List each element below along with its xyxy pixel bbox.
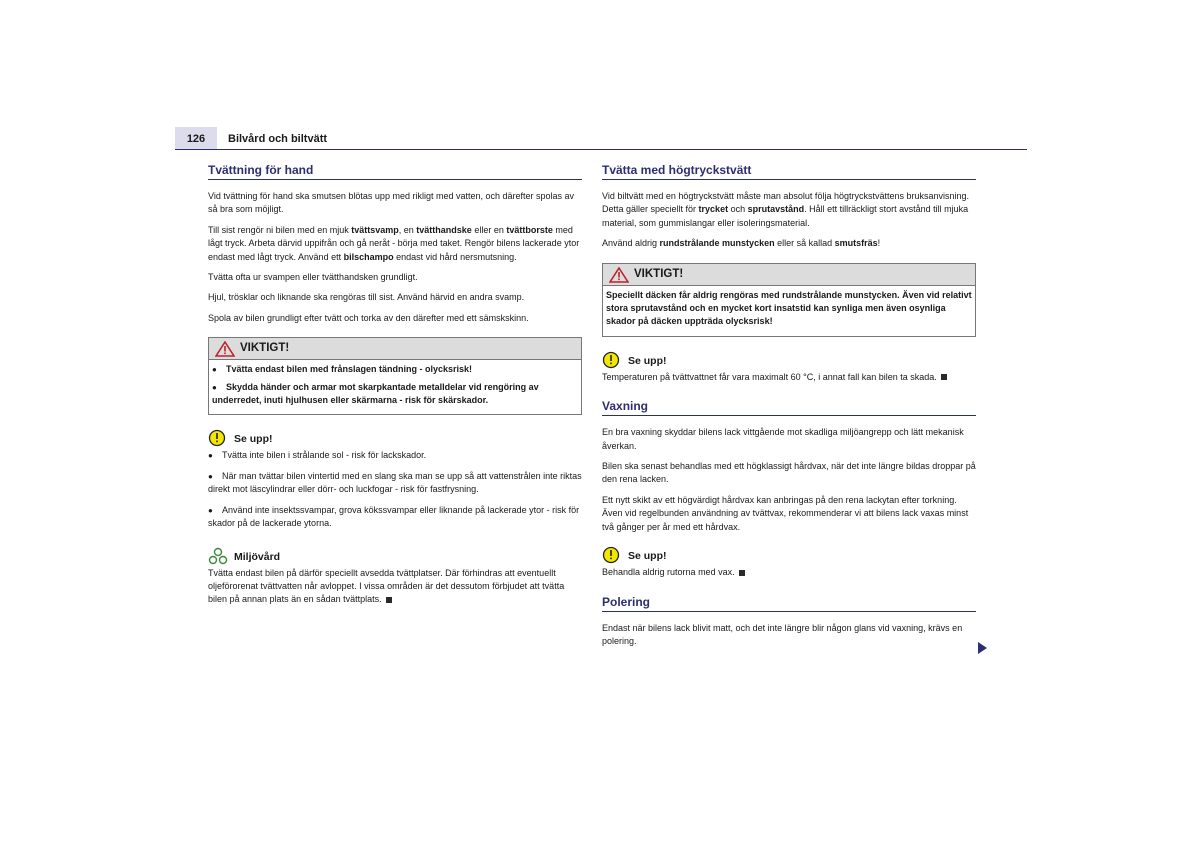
- caution-title: Se upp!: [628, 354, 667, 367]
- section-title-hand-wash: Tvättning för hand: [208, 160, 582, 180]
- paragraph: Vid tvättning för hand ska smutsen blötas upp med rikligt med vatten, och därefter spolas av så bra som möjligt.: [208, 191, 575, 215]
- caution-title: Se upp!: [234, 433, 273, 446]
- caution-text: Behandla aldrig rutorna med vax.: [602, 566, 976, 579]
- caution-heading: [602, 351, 976, 369]
- caution-item: ● Använd inte insektssvampar, grova kökssvampar eller liknande på lackerade ytor - risk för skador på de lackerade ytorna.: [208, 504, 580, 529]
- exclamation-circle-icon: [602, 351, 620, 369]
- warning-box: [602, 263, 976, 337]
- paragraph: Bilen ska senast behandlas med ett högklassigt hårdvax, när det inte längre bildas droppar på den rena lacken.: [602, 461, 976, 485]
- warning-text: Speciellt däcken får aldrig rengöras med rundstrålande munstycken. Även vid relativt stora sprutavstånd och en mycket kort insatstid kan synliga men även osynliga skador på däcken uppträda olycksrisk!: [606, 289, 972, 327]
- paragraph: En bra vaxning skyddar bilens lack vittgående mot skadliga miljöangrepp och lätt mekanisk åverkan.: [602, 427, 964, 451]
- section-title-polishing: Polering: [602, 592, 976, 612]
- warning-triangle-icon: [215, 341, 235, 357]
- paragraph: Spola av bilen grundligt efter tvätt och torka av den därefter med ett sämskskinn.: [208, 312, 529, 323]
- warning-header: [209, 338, 581, 360]
- page-number: 126: [175, 127, 217, 149]
- recycle-icon: [208, 547, 228, 565]
- warning-title: VIKTIGT!: [240, 342, 290, 355]
- paragraph: Till sist rengör ni bilen med en mjuk tvättsvamp, en tvätthandske eller en tvättborste med lågt tryck. Arbeta därvid uppifrån och gå neråt - börja med taket. Rengör bilens lackerade ytor endast med lågt tryck. Använd ett bilschampo endast vid hård nersmutsning.: [208, 224, 580, 262]
- warning-header: [603, 264, 975, 286]
- continue-arrow-icon: [978, 642, 987, 654]
- caution-item: ● När man tvättar bilen vintertid med en slang ska man se upp så att vattenstrålen inte riktas direkt mot läscylindrar eller dörr- och luckfogar - risk för fastfrysning.: [208, 470, 582, 495]
- paragraph: Hjul, trösklar och liknande ska rengöras till sist. Använd härvid en andra svamp.: [208, 292, 525, 303]
- paragraph: Tvätta ofta ur svampen eller tvätthandsken grundligt.: [208, 272, 418, 283]
- warning-item: ● Tvätta endast bilen med frånslagen tändning - olycksrisk!: [212, 364, 473, 375]
- exclamation-circle-icon: [602, 546, 620, 564]
- caution-item: ● Tvätta inte bilen i strålande sol - risk för lackskador.: [208, 450, 427, 461]
- page-header: [175, 127, 1027, 150]
- section-title-waxing: Vaxning: [602, 396, 976, 416]
- warning-title: VIKTIGT!: [634, 267, 684, 280]
- caution-heading: [208, 429, 582, 447]
- paragraph: Använd aldrig rundstrålande munstycken eller så kallad smutsfräs!: [602, 238, 881, 249]
- environment-heading: [208, 547, 582, 565]
- warning-item: ● Skydda händer och armar mot skarpkantade metalldelar vid rengöring av underredet, inuti hjulhusen eller skärmarna - risk för skärskador.: [212, 381, 539, 406]
- caution-title: Se upp!: [628, 550, 667, 563]
- caution-heading: [602, 546, 976, 564]
- warning-box: [208, 337, 582, 415]
- environment-title: Miljövård: [234, 550, 281, 563]
- chapter-title: Bilvård och biltvätt: [228, 133, 328, 145]
- exclamation-circle-icon: [208, 429, 226, 447]
- section-title-pressure-wash: Tvätta med högtryckstvätt: [602, 160, 976, 180]
- end-mark: [386, 597, 392, 603]
- paragraph: Ett nytt skikt av ett högvärdigt hårdvax kan anbringas på den rena lackytan efter torkning. Även vid regelbunden användning av tvättvax, rekommenderar vi att bilens lack vaxas minst två gånger per år med ett hårdvax.: [602, 494, 969, 532]
- end-mark: [739, 570, 745, 576]
- right-column: [602, 160, 976, 655]
- end-mark: [941, 374, 947, 380]
- paragraph: Vid biltvätt med en högtryckstvätt måste man absolut följa högtryckstvättens bruksanvisning. Detta gäller speciellt för trycket och sprutavstånd. Håll ett tillräckligt stort avstånd till mjuka material, som gummislangar eller isoleringsmaterial.: [602, 191, 970, 228]
- caution-text: Temperaturen på tvättvattnet får vara maximalt 60 °C, i annat fall kan bilen ta skada.: [602, 371, 976, 384]
- left-column: [208, 160, 582, 614]
- warning-triangle-icon: [609, 267, 629, 283]
- environment-text: Tvätta endast bilen på därför speciellt avsedda tvättplatser. Där förhindras att eventuellt oljeförorenat tvättvatten når avloppet. I vissa områden är det dessutom förbjudet att tvätta bilen på annan plats än en sådan tvättplats.: [208, 567, 565, 605]
- paragraph: Endast när bilens lack blivit matt, och det inte längre blir någon glans vid vaxning, krävs en polering.: [602, 622, 963, 646]
